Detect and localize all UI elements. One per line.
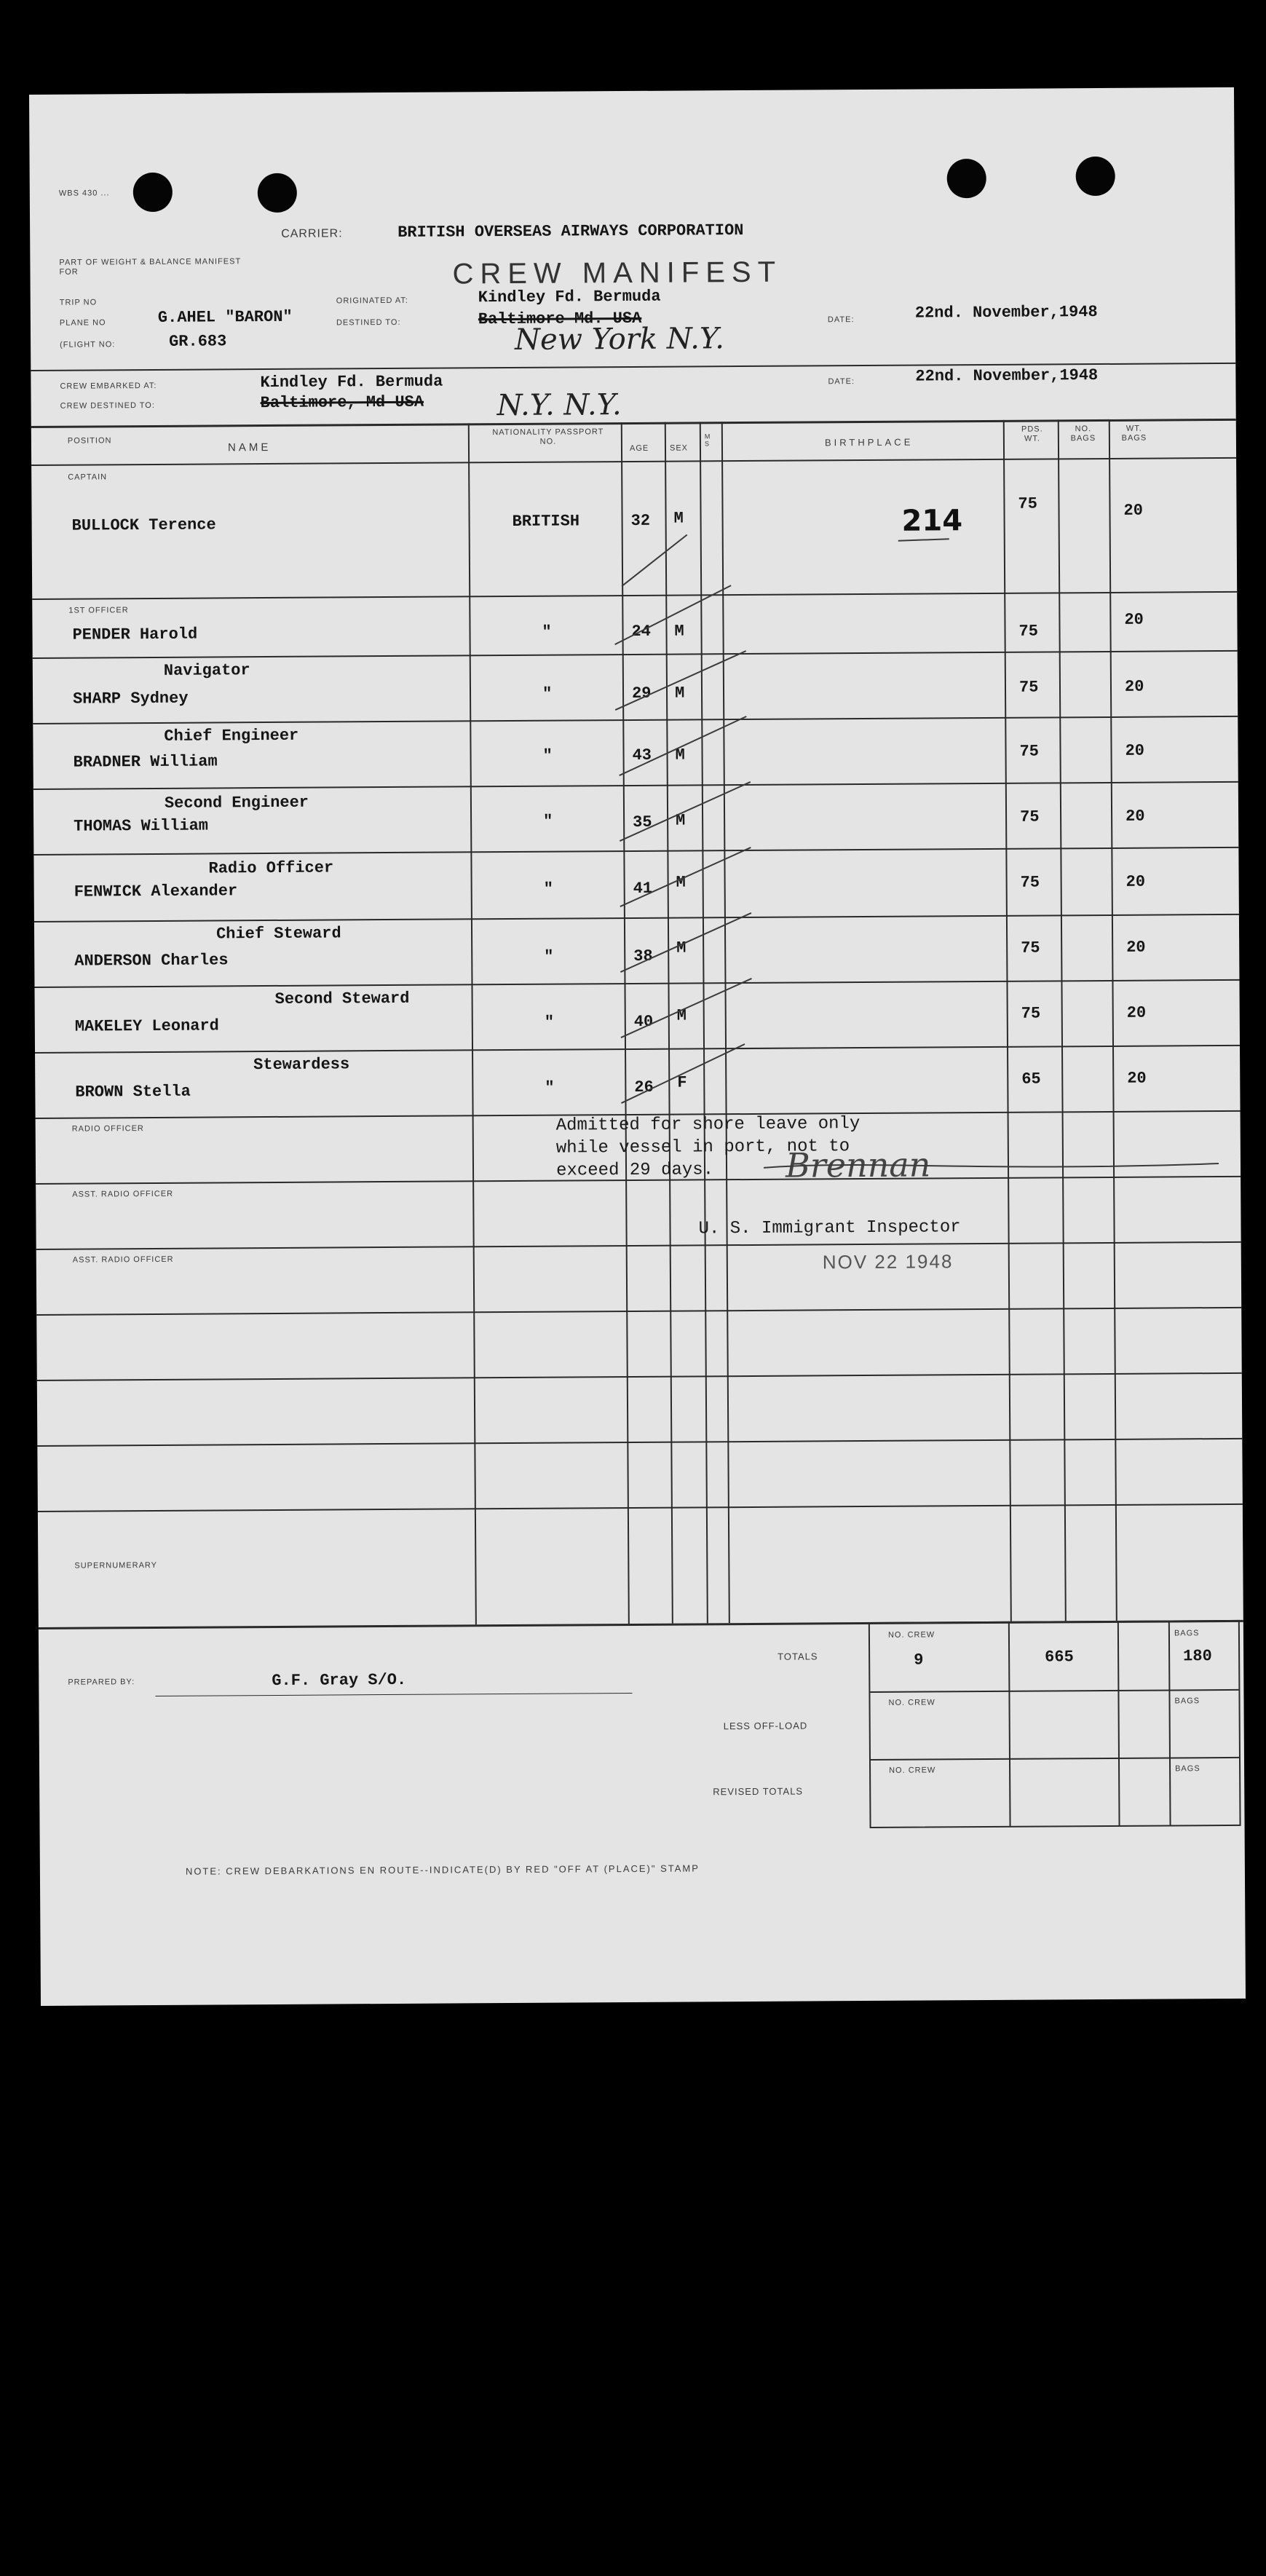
crew-age: 29 <box>631 684 652 703</box>
tick-mark <box>622 534 687 586</box>
less-offload-label: LESS OFF-LOAD <box>723 1720 808 1732</box>
prepared-by-label: PREPARED BY: <box>68 1678 135 1687</box>
crew-nationality: BRITISH <box>512 512 580 531</box>
crew-age: 40 <box>633 1012 654 1031</box>
crew-age: 43 <box>632 746 652 764</box>
crew-weight: 75 <box>1020 807 1040 826</box>
originated-label: ORIGINATED AT: <box>336 296 408 306</box>
crew-nationality: " <box>542 684 553 703</box>
col-name: NAME <box>227 440 272 454</box>
crew-name: ANDERSON Charles <box>74 951 229 971</box>
form-code: WBS 430 ... <box>58 189 110 198</box>
crew-age: 41 <box>633 879 653 898</box>
position-label-asst-radio-officer-2: ASST. RADIO OFFICER <box>72 1255 174 1265</box>
tick-mark <box>621 1044 745 1103</box>
crew-role: Navigator <box>163 661 250 680</box>
crew-role: Second Steward <box>274 989 410 1008</box>
total-weight-value: 665 <box>1045 1648 1074 1667</box>
col-wt-bags: WT. BAGS <box>1121 424 1147 443</box>
crew-weight: 75 <box>1021 1004 1041 1023</box>
crew-weight: 65 <box>1021 1070 1041 1089</box>
stamp-line-3: exceed 29 days. <box>555 1160 714 1181</box>
crew-age: 35 <box>633 813 652 831</box>
date2-label: DATE: <box>828 377 855 387</box>
flight-no-value: GR.683 <box>169 332 227 351</box>
crew-bags-weight: 20 <box>1123 501 1144 520</box>
tick-mark <box>614 585 731 644</box>
no-crew-label: NO. CREW <box>888 1698 935 1707</box>
crew-embarked-value: Kindley Fd. Bermuda <box>260 372 443 392</box>
crew-name: BULLOCK Terence <box>71 515 216 535</box>
crew-sex: M <box>676 811 686 830</box>
crew-embarked-label: CREW EMBARKED AT: <box>60 381 157 391</box>
tick-mark <box>620 913 751 972</box>
bags-label: BAGS <box>1175 1764 1200 1774</box>
crew-nationality: " <box>544 1013 555 1032</box>
tick-mark <box>615 651 746 710</box>
crew-destined-handwritten: N.Y. N.Y. <box>496 388 622 423</box>
stamp-line-2: while vessel in port, not to <box>555 1137 850 1158</box>
crew-sex: M <box>673 509 684 528</box>
handwritten-number: 214 <box>901 504 963 538</box>
crew-bags-weight: 20 <box>1127 1069 1147 1088</box>
prepared-by-value: G.F. Gray S/O. <box>272 1670 407 1691</box>
date2-value: 22nd. November,1948 <box>915 366 1099 386</box>
crew-destined-value: Baltimore, Md USA <box>260 392 424 413</box>
no-crew-label: NO. CREW <box>887 1630 935 1640</box>
carrier-value: BRITISH OVERSEAS AIRWAYS CORPORATION <box>397 221 744 242</box>
part-of-label: PART OF WEIGHT & BALANCE MANIFEST FOR <box>59 257 242 277</box>
crew-weight: 75 <box>1018 678 1039 697</box>
tick-mark <box>619 716 746 775</box>
crew-name: MAKELEY Leonard <box>74 1016 219 1036</box>
crew-sex: M <box>676 873 686 892</box>
crew-age: 24 <box>631 622 652 641</box>
bags-label: BAGS <box>1174 1696 1200 1706</box>
crew-weight: 75 <box>1020 873 1040 892</box>
flight-no-label: (FLIGHT NO: <box>60 340 116 349</box>
crew-name: THOMAS William <box>74 816 209 836</box>
crew-nationality: " <box>543 880 553 898</box>
crew-destined-label: CREW DESTINED TO: <box>60 400 155 411</box>
crew-bags-weight: 20 <box>1125 807 1145 826</box>
destined-value: Baltimore Md. USA <box>478 309 642 329</box>
crew-bags-weight: 20 <box>1125 741 1145 760</box>
crew-role: Second Engineer <box>164 793 309 813</box>
tick-mark <box>620 979 751 1038</box>
destined-label: DESTINED TO: <box>336 317 401 328</box>
crew-nationality: " <box>542 623 552 641</box>
number-underline <box>898 539 949 540</box>
crew-sex: M <box>674 622 684 641</box>
plane-no-label: PLANE NO <box>59 318 106 328</box>
crew-bags-weight: 20 <box>1126 1003 1147 1022</box>
position-label-asst-radio-officer: ASST. RADIO OFFICER <box>72 1189 174 1199</box>
col-pds-wt: PDS. WT. <box>1021 424 1043 443</box>
crew-role: Radio Officer <box>208 858 334 878</box>
crew-weight: 75 <box>1021 939 1040 957</box>
crew-bags-weight: 20 <box>1126 938 1146 957</box>
bags-label: BAGS <box>1174 1629 1200 1638</box>
tick-mark <box>620 848 751 906</box>
date-value: 22nd. November,1948 <box>914 303 1098 323</box>
crew-sex: M <box>676 1006 687 1025</box>
signature-stroke <box>764 1163 1219 1169</box>
crew-weight: 75 <box>1018 622 1039 641</box>
crew-age: 26 <box>634 1078 654 1097</box>
total-crew-value: 9 <box>914 1651 924 1670</box>
stamp-line-1: Admitted for shore leave only <box>555 1114 861 1136</box>
crew-sex: M <box>674 684 685 703</box>
position-label-captain: CAPTAIN <box>68 473 108 482</box>
crew-age: 32 <box>630 511 651 530</box>
crew-nationality: " <box>545 1078 555 1097</box>
position-label-supernumerary: SUPERNUMERARY <box>74 1560 158 1571</box>
col-birthplace: BIRTHPLACE <box>824 436 914 449</box>
crew-weight: 75 <box>1019 742 1040 761</box>
crew-nationality: " <box>542 746 553 765</box>
col-position: POSITION <box>67 436 112 446</box>
col-ms: M S <box>704 432 711 448</box>
crew-nationality: " <box>543 812 553 831</box>
manifest-sheet <box>29 87 1246 2006</box>
form-title: CREW MANIFEST <box>452 256 783 291</box>
crew-name: FENWICK Alexander <box>74 882 238 901</box>
position-label-first-officer: 1ST OFFICER <box>68 606 129 615</box>
no-crew-label: NO. CREW <box>889 1766 936 1775</box>
crew-name: BRADNER William <box>73 752 218 772</box>
crew-name: BROWN Stella <box>75 1082 191 1102</box>
carrier-label: CARRIER: <box>281 227 343 240</box>
position-label-radio-officer: RADIO OFFICER <box>71 1124 144 1134</box>
crew-nationality: " <box>544 947 554 966</box>
totals-label: TOTALS <box>778 1651 818 1662</box>
inspector-title: U. S. Immigrant Inspector <box>698 1217 961 1239</box>
crew-sex: M <box>675 746 685 764</box>
date-label: DATE: <box>827 315 855 325</box>
col-sex: SEX <box>669 443 689 453</box>
pencil-marks <box>29 87 1246 2006</box>
col-nationality: NATIONALITY PASSPORT NO. <box>492 427 604 446</box>
crew-bags-weight: 20 <box>1124 677 1144 696</box>
originated-value: Kindley Fd. Bermuda <box>478 287 661 307</box>
tick-mark <box>620 782 751 841</box>
crew-weight: 75 <box>1018 494 1037 513</box>
trip-no-label: TRIP NO <box>59 298 98 307</box>
crew-age: 38 <box>633 947 653 965</box>
crew-sex: M <box>676 939 687 957</box>
stamp-date: NOV 22 1948 <box>822 1250 954 1273</box>
crew-role: Chief Engineer <box>164 726 299 746</box>
crew-sex: F <box>677 1073 687 1092</box>
plane-no-value: G.AHEL "BARON" <box>157 307 293 327</box>
crew-name: SHARP Sydney <box>72 689 189 708</box>
total-bags-value: 180 <box>1183 1647 1212 1666</box>
crew-bags-weight: 20 <box>1124 610 1144 629</box>
crew-role: Chief Steward <box>215 924 341 944</box>
inspector-signature: Brennan <box>785 1145 931 1185</box>
footer-note: NOTE: CREW DEBARKATIONS EN ROUTE--INDICATE(D) BY RED "OFF AT (PLACE)" STAMP <box>185 1862 700 1877</box>
col-age: AGE <box>629 443 649 453</box>
col-no-bags: NO. BAGS <box>1070 424 1096 443</box>
crew-role: Stewardess <box>253 1055 350 1075</box>
revised-totals-label: REVISED TOTALS <box>713 1785 804 1798</box>
crew-bags-weight: 20 <box>1125 872 1146 891</box>
crew-name: PENDER Harold <box>72 625 198 644</box>
destined-handwritten: New York N.Y. <box>514 322 725 357</box>
